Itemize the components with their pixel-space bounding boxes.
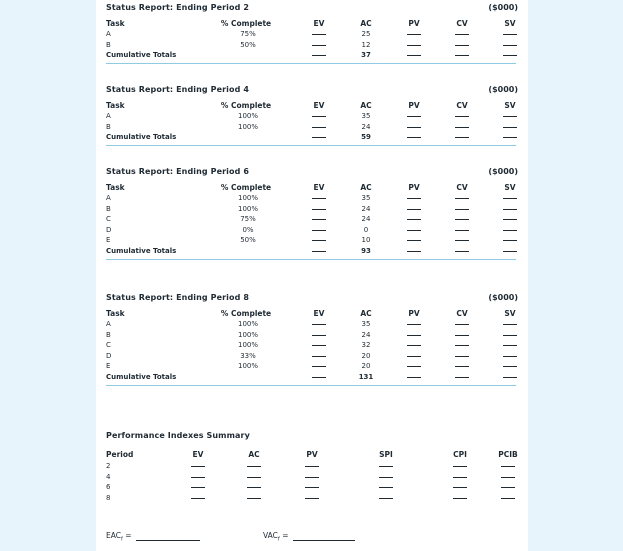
ev-blank bbox=[312, 230, 326, 231]
vac-answer-line bbox=[293, 540, 355, 541]
summary-blank bbox=[501, 477, 515, 478]
sv-blank bbox=[503, 116, 517, 117]
sv-blank bbox=[503, 230, 517, 231]
ac-value: 35 bbox=[361, 320, 371, 328]
task-id: D bbox=[106, 351, 112, 360]
sv-blank bbox=[503, 127, 517, 128]
cv-blank bbox=[455, 345, 469, 346]
pct-complete-value: 100% bbox=[237, 194, 259, 202]
col-header-sv: SV bbox=[504, 101, 516, 110]
summary-header-pv: PV bbox=[306, 450, 318, 459]
summary-blank bbox=[453, 487, 467, 488]
performance-indexes-summary bbox=[96, 428, 528, 518]
summary-blank bbox=[453, 498, 467, 499]
cv-blank bbox=[455, 366, 469, 367]
ev-blank bbox=[312, 209, 326, 210]
summary-header-cpi: CPI bbox=[453, 450, 467, 459]
sv-blank bbox=[503, 356, 517, 357]
vac-subscript: f bbox=[277, 536, 280, 543]
pv-blank bbox=[407, 230, 421, 231]
ac-value: 24 bbox=[361, 330, 371, 339]
task-id: A bbox=[106, 30, 111, 38]
report-units: ($000) bbox=[488, 293, 518, 302]
ev-blank bbox=[312, 45, 326, 46]
ev-blank bbox=[312, 198, 326, 199]
pct-complete-value: 100% bbox=[237, 122, 259, 131]
pv-blank bbox=[407, 345, 421, 346]
task-id: C bbox=[106, 215, 111, 224]
period-number: 2 bbox=[106, 462, 111, 470]
pct-complete-value: 100% bbox=[237, 330, 259, 339]
cv-blank bbox=[455, 230, 469, 231]
col-header-ac: AC bbox=[360, 183, 372, 192]
col-header-task: Task bbox=[106, 309, 125, 318]
summary-blank bbox=[191, 487, 205, 488]
col-header-task: Task bbox=[106, 183, 125, 192]
cv-blank bbox=[455, 335, 469, 336]
pct-complete-value: 50% bbox=[240, 236, 256, 245]
col-header-sv: SV bbox=[504, 309, 516, 318]
col-header-cv: CV bbox=[456, 183, 468, 192]
pv-blank bbox=[407, 55, 421, 56]
section-divider bbox=[106, 63, 516, 64]
pct-complete-value: 100% bbox=[237, 204, 259, 213]
ac-value: 24 bbox=[361, 204, 371, 213]
sv-blank bbox=[503, 209, 517, 210]
cumulative-totals-label: Cumulative Totals bbox=[106, 51, 177, 60]
pct-complete-value: 100% bbox=[237, 320, 259, 328]
summary-header-spi: SPI bbox=[379, 450, 393, 459]
summary-blank bbox=[453, 477, 467, 478]
report-units: ($000) bbox=[488, 167, 518, 176]
pct-complete-value: 100% bbox=[237, 341, 259, 350]
ev-blank bbox=[312, 366, 326, 367]
status-report-4 bbox=[96, 293, 528, 413]
cv-blank bbox=[455, 356, 469, 357]
ac-value: 0 bbox=[363, 225, 369, 234]
col-header-cv: CV bbox=[456, 101, 468, 110]
sv-blank bbox=[503, 251, 517, 252]
report-units: ($000) bbox=[488, 85, 518, 94]
task-id: B bbox=[106, 40, 111, 49]
summary-title: Performance Indexes Summary bbox=[106, 431, 250, 440]
pct-complete-value: 100% bbox=[237, 362, 259, 371]
summary-blank bbox=[379, 466, 393, 467]
summary-blank bbox=[501, 487, 515, 488]
sv-blank bbox=[503, 345, 517, 346]
ev-blank bbox=[312, 335, 326, 336]
ev-blank bbox=[312, 345, 326, 346]
cv-blank bbox=[455, 198, 469, 199]
pv-blank bbox=[407, 127, 421, 128]
ac-value: 24 bbox=[361, 215, 371, 224]
task-id: A bbox=[106, 112, 111, 120]
period-number: 4 bbox=[106, 472, 111, 481]
ev-blank bbox=[312, 377, 326, 378]
report-units: ($000) bbox=[488, 3, 518, 12]
ac-value: 93 bbox=[361, 247, 371, 255]
ac-value: 35 bbox=[361, 194, 371, 202]
vac-formula bbox=[263, 531, 289, 545]
report-title: Status Report: Ending Period 2 bbox=[106, 3, 249, 12]
section-divider bbox=[106, 259, 516, 260]
col-header-pct-complete: % Complete bbox=[220, 19, 272, 28]
summary-header-ev: EV bbox=[192, 450, 204, 459]
col-header-ev: EV bbox=[313, 183, 325, 192]
task-id: D bbox=[106, 225, 112, 234]
pv-blank bbox=[407, 137, 421, 138]
cv-blank bbox=[455, 137, 469, 138]
col-header-cv: CV bbox=[456, 309, 468, 318]
summary-blank bbox=[247, 466, 261, 467]
task-id: E bbox=[106, 236, 111, 245]
summary-blank bbox=[247, 477, 261, 478]
pv-blank bbox=[407, 240, 421, 241]
summary-header-ac: AC bbox=[248, 450, 260, 459]
pv-blank bbox=[407, 209, 421, 210]
cv-blank bbox=[455, 34, 469, 35]
ev-blank bbox=[312, 137, 326, 138]
cumulative-totals-label: Cumulative Totals bbox=[106, 247, 177, 255]
cv-blank bbox=[455, 45, 469, 46]
col-header-sv: SV bbox=[504, 19, 516, 28]
ev-blank bbox=[312, 356, 326, 357]
col-header-sv: SV bbox=[504, 183, 516, 192]
ac-value: 12 bbox=[361, 40, 371, 49]
col-header-pv: PV bbox=[408, 183, 420, 192]
col-header-pct-complete: % Complete bbox=[220, 183, 272, 192]
sv-blank bbox=[503, 45, 517, 46]
ac-value: 35 bbox=[361, 112, 371, 120]
status-report-3 bbox=[96, 167, 528, 287]
report-title: Status Report: Ending Period 8 bbox=[106, 293, 249, 302]
cv-blank bbox=[455, 377, 469, 378]
col-header-pv: PV bbox=[408, 309, 420, 318]
col-header-pct-complete: % Complete bbox=[220, 309, 272, 318]
summary-blank bbox=[501, 498, 515, 499]
ac-value: 10 bbox=[361, 236, 371, 245]
summary-blank bbox=[305, 487, 319, 488]
ev-blank bbox=[312, 251, 326, 252]
col-header-pv: PV bbox=[408, 19, 420, 28]
eac-formula bbox=[106, 531, 132, 545]
sv-blank bbox=[503, 198, 517, 199]
pv-blank bbox=[407, 356, 421, 357]
eac-subscript: f bbox=[120, 536, 123, 543]
cv-blank bbox=[455, 116, 469, 117]
cv-blank bbox=[455, 324, 469, 325]
col-header-ac: AC bbox=[360, 19, 372, 28]
vac-equals: = bbox=[279, 531, 289, 540]
cv-blank bbox=[455, 240, 469, 241]
summary-blank bbox=[453, 466, 467, 467]
summary-blank bbox=[501, 466, 515, 467]
summary-blank bbox=[247, 487, 261, 488]
summary-blank bbox=[379, 477, 393, 478]
summary-blank bbox=[305, 477, 319, 478]
task-id: B bbox=[106, 330, 111, 339]
ac-value: 59 bbox=[361, 133, 371, 142]
col-header-task: Task bbox=[106, 19, 125, 28]
section-divider bbox=[106, 385, 516, 386]
col-header-ac: AC bbox=[360, 309, 372, 318]
col-header-ev: EV bbox=[313, 309, 325, 318]
ac-value: 25 bbox=[361, 30, 371, 38]
pct-complete-value: 75% bbox=[240, 30, 256, 38]
pv-blank bbox=[407, 377, 421, 378]
task-id: C bbox=[106, 341, 111, 350]
col-header-cv: CV bbox=[456, 19, 468, 28]
ac-value: 131 bbox=[358, 373, 374, 381]
section-divider bbox=[106, 145, 516, 146]
pv-blank bbox=[407, 219, 421, 220]
pv-blank bbox=[407, 198, 421, 199]
col-header-pct-complete: % Complete bbox=[220, 101, 272, 110]
summary-blank bbox=[305, 466, 319, 467]
ev-blank bbox=[312, 55, 326, 56]
summary-blank bbox=[305, 498, 319, 499]
ev-blank bbox=[312, 240, 326, 241]
pct-complete-value: 50% bbox=[240, 40, 256, 49]
ev-blank bbox=[312, 34, 326, 35]
cumulative-totals-label: Cumulative Totals bbox=[106, 133, 177, 142]
report-title: Status Report: Ending Period 6 bbox=[106, 167, 249, 176]
ev-blank bbox=[312, 324, 326, 325]
pct-complete-value: 0% bbox=[242, 225, 254, 234]
task-id: A bbox=[106, 194, 111, 202]
cv-blank bbox=[455, 219, 469, 220]
summary-blank bbox=[379, 498, 393, 499]
pv-blank bbox=[407, 251, 421, 252]
summary-blank bbox=[191, 498, 205, 499]
col-header-ac: AC bbox=[360, 101, 372, 110]
eac-label: EAC bbox=[106, 531, 121, 540]
summary-header-pcib: PCIB bbox=[498, 450, 518, 459]
cv-blank bbox=[455, 251, 469, 252]
eac-equals: = bbox=[122, 531, 132, 540]
sv-blank bbox=[503, 377, 517, 378]
ev-blank bbox=[312, 219, 326, 220]
sv-blank bbox=[503, 137, 517, 138]
pv-blank bbox=[407, 324, 421, 325]
sv-blank bbox=[503, 324, 517, 325]
task-id: A bbox=[106, 320, 111, 328]
cv-blank bbox=[455, 209, 469, 210]
sv-blank bbox=[503, 335, 517, 336]
eac-answer-line bbox=[136, 540, 200, 541]
sv-blank bbox=[503, 240, 517, 241]
pct-complete-value: 100% bbox=[237, 112, 259, 120]
task-id: E bbox=[106, 362, 111, 371]
worksheet bbox=[96, 0, 528, 551]
cumulative-totals-label: Cumulative Totals bbox=[106, 373, 177, 381]
sv-blank bbox=[503, 34, 517, 35]
summary-blank bbox=[191, 466, 205, 467]
vac-label: VAC bbox=[263, 531, 278, 540]
period-number: 8 bbox=[106, 493, 111, 502]
ac-value: 37 bbox=[361, 51, 371, 60]
summary-blank bbox=[247, 498, 261, 499]
ac-value: 20 bbox=[361, 351, 371, 360]
ev-blank bbox=[312, 127, 326, 128]
col-header-ev: EV bbox=[313, 101, 325, 110]
col-header-ev: EV bbox=[313, 19, 325, 28]
summary-header-period: Period bbox=[106, 450, 134, 459]
summary-blank bbox=[379, 487, 393, 488]
col-header-task: Task bbox=[106, 101, 125, 110]
summary-blank bbox=[191, 477, 205, 478]
pv-blank bbox=[407, 34, 421, 35]
ac-value: 20 bbox=[361, 362, 371, 371]
period-number: 6 bbox=[106, 483, 111, 492]
pct-complete-value: 33% bbox=[240, 351, 256, 360]
ev-blank bbox=[312, 116, 326, 117]
task-id: B bbox=[106, 122, 111, 131]
col-header-pv: PV bbox=[408, 101, 420, 110]
pv-blank bbox=[407, 366, 421, 367]
ac-value: 24 bbox=[361, 122, 371, 131]
pv-blank bbox=[407, 335, 421, 336]
sv-blank bbox=[503, 219, 517, 220]
sv-blank bbox=[503, 366, 517, 367]
pct-complete-value: 75% bbox=[240, 215, 256, 224]
task-id: B bbox=[106, 204, 111, 213]
pv-blank bbox=[407, 116, 421, 117]
cv-blank bbox=[455, 127, 469, 128]
sv-blank bbox=[503, 55, 517, 56]
cv-blank bbox=[455, 55, 469, 56]
pv-blank bbox=[407, 45, 421, 46]
ac-value: 32 bbox=[361, 341, 371, 350]
report-title: Status Report: Ending Period 4 bbox=[106, 85, 249, 94]
